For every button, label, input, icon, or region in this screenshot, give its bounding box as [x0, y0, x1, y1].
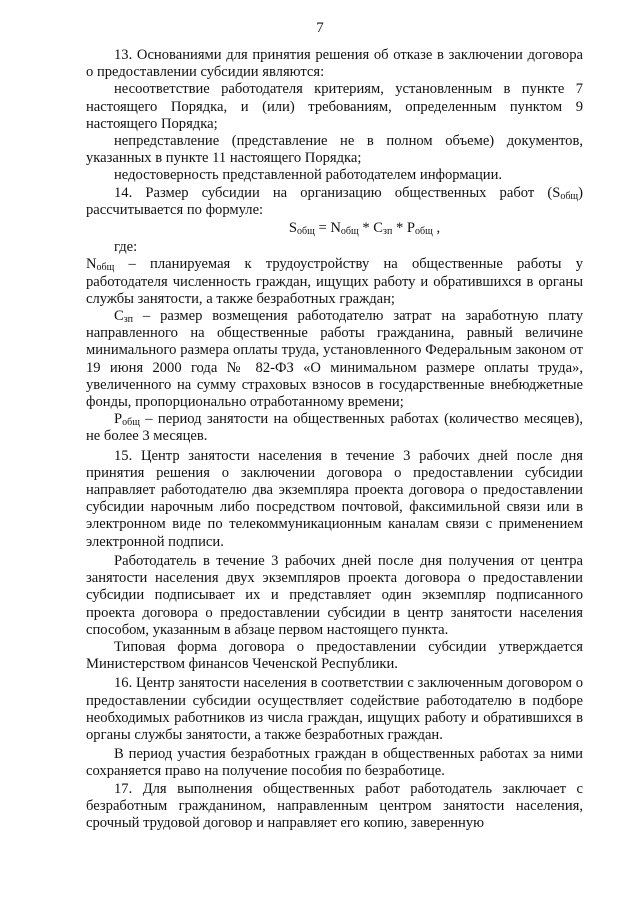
definition-p — [86, 411, 583, 445]
where-label: где: — [114, 239, 138, 256]
paragraph-16-benefit: В период участия безработных граждан в общественных работах за ними сохраняется право на получение пособия по безработице. — [86, 746, 583, 780]
paragraph-15-employer: Работодатель в течение 3 рабочих дней после дня получения от центра занятости населения двух экземпляров проекта договора о предоставлении субсидии подписывает их и представляет один экземпляр подписанного проекта договора о предоставлении субсидии в центр занятости населения способом, указанным в абзаце первом настоящего пункта. — [86, 552, 583, 638]
paragraph-13: 13. Основаниями для принятия решения об отказе в заключении договора о предоставлении субсидии являются: — [86, 47, 583, 81]
paragraph-14-text: 14. Размер субсидии на организацию общественных работ (S — [114, 184, 561, 201]
formula-eq: = N — [314, 220, 341, 237]
definition-c-text: – размер возмещения работодателю затрат на заработную плату направленного на общественные работы гражданина, равный величине минимального размера оплаты труда, установленного Федеральным законом от 19 июня 2000 года № 82-ФЗ «О минимальном размере оплаты труда», увеличенного на сумму страховых взносов в государственные внебюджетные фонды, пропорционально отработанному времени; — [86, 308, 583, 411]
paragraph-14-end: ) рассчитывается по формуле: — [86, 184, 583, 218]
paragraph-15: 15. Центр занятости населения в течение 3 рабочих дней после дня принятия решения о заключении договора о предоставлении субсидии направляет работодателю два экземпляра проекта договора о предоставлении субсидии нарочным либо посредством почтовой, факсимильной связи или в электронном виде по телекоммуникационным каналам связи с применением электронной подписи. — [86, 447, 583, 550]
definition-p-sub: общ — [122, 417, 140, 429]
paragraph-17: 17. Для выполнения общественных работ работодатель заключает с безработным гражданином, направленным центром занятости населения, срочный трудовой договор и направляет его копию, заверенную — [86, 780, 583, 831]
page-number: 7 — [316, 20, 324, 36]
document-body — [86, 47, 583, 832]
paragraph-15-form: Типовая форма договора о предоставлении субсидии утверждается Министерством финансов Чеченской Республики. — [86, 638, 583, 673]
definition-p-symbol: P — [114, 411, 123, 428]
paragraph-16: 16. Центр занятости населения в соответствии с заключенным договором о предоставлении субсидии осуществляет содействие работодателю в подборе необходимых работников из числа граждан, ищущих работу и обратившихся в органы службы занятости, а также безработных граждан. — [86, 675, 583, 743]
formula-c-sub: зп — [383, 226, 393, 238]
definition-n — [86, 256, 583, 308]
paragraph-14 — [86, 185, 583, 219]
formula-mul1: * C — [358, 220, 383, 237]
formula-mul2: * P — [392, 220, 416, 237]
definition-n-symbol: N — [86, 256, 97, 273]
paragraph-13-information: недостоверность представленной работодателем информации. — [114, 167, 503, 184]
formula-s-sub: общ — [297, 226, 315, 238]
definition-c — [86, 308, 583, 411]
paragraph-13-documents: непредставление (представление не в полном объеме) документов, указанных в пункте 11 настоящего Порядка; — [86, 133, 583, 167]
definition-n-text: – планируемая к трудоустройству на общественные работы у работодателя численность граждан, ищущих работу и обратившихся в органы службы занятости, а также безработных граждан; — [86, 256, 583, 307]
definition-c-symbol: C — [114, 308, 124, 325]
definition-p-text: – период занятости на общественных работах (количество месяцев), не более 3 месяцев. — [86, 411, 583, 445]
definition-n-sub: общ — [96, 262, 115, 274]
formula-n-sub: общ — [340, 226, 359, 238]
subsidy-formula — [86, 220, 583, 237]
paragraph-13-criteria: несоответствие работодателя критериям, установленным в пункте 7 настоящего Порядка, и (или) требованиям, определенным пунктом 9 настоящего Порядка; — [86, 81, 583, 132]
definition-c-sub: зп — [123, 314, 134, 326]
paragraph-14-subscript: общ — [560, 190, 579, 202]
formula-s: S — [288, 220, 297, 237]
formula-p-sub: общ — [415, 226, 433, 238]
formula-tail: , — [432, 220, 441, 237]
